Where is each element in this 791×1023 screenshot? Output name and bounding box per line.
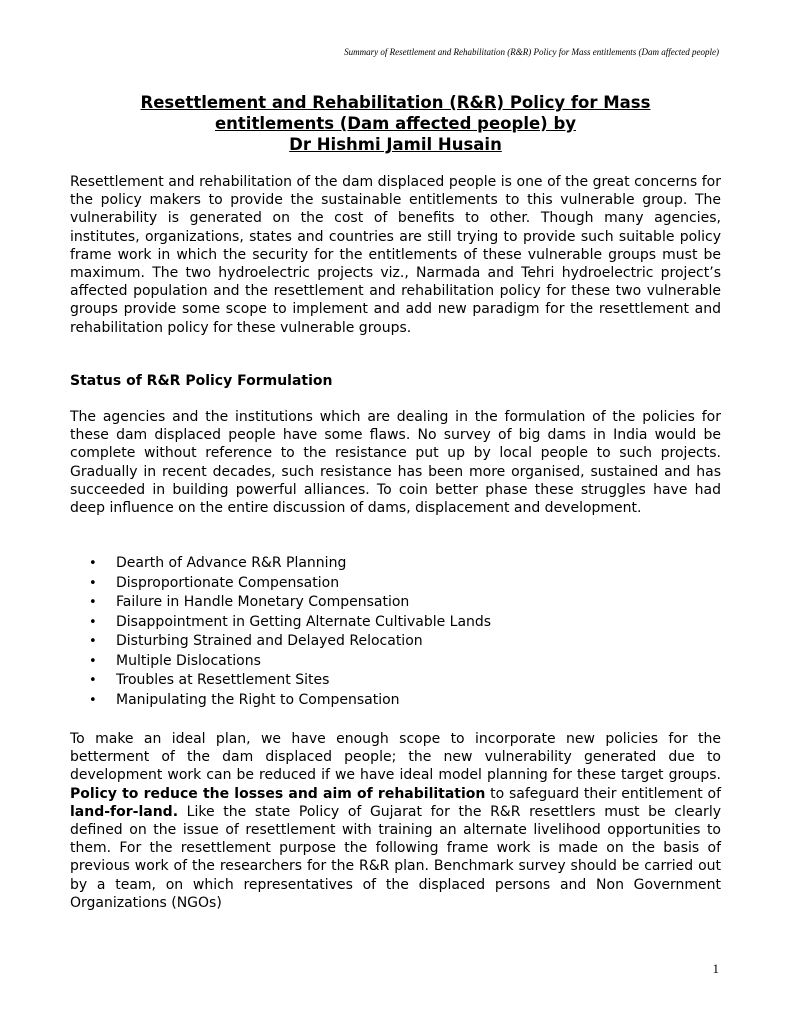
section-heading: Status of R&R Policy Formulation: [70, 373, 333, 389]
closing-text: To make an ideal plan, we have enough scope to incorporate new policies for the betterment of the dam displaced people; the new vulnerability generated due to development work can be reduced if we have ideal model planning for these target groups.: [70, 731, 721, 784]
list-item-text: Disproportionate Compensation: [116, 574, 340, 591]
bullet-icon: •: [89, 614, 97, 630]
list-item-text: Disappointment in Getting Alternate Cultivable Lands: [116, 613, 492, 630]
bullet-icon: •: [89, 692, 97, 708]
list-item: [89, 632, 491, 652]
list-item-text: Failure in Handle Monetary Compensation: [116, 594, 410, 611]
intro-paragraph: Resettlement and rehabilitation of the dam displaced people is one of the great concerns for the policy makers to provide the sustainable entitlements to this vulnerable group. The vulnerability is generated on the cost of benefits to other. Though many agencies, institutes, organizations, states and countries are still trying to provide such suitable policy frame work in which the security for the entitlements of these vulnerable groups must be maximum. The two hydroelectric projects viz., Narmada and Tehri hydroelectric project’s affected population and the resettlement and rehabilitation policy for these two vulnerable groups provide some scope to implement and add new paradigm for the resettlement and rehabilitation policy for these vulnerable groups.: [70, 174, 721, 336]
closing-text: Like the state Policy of Gujarat for the R&R resettlers must be clearly defined on the issue of resettlement with training an alternate livelihood opportunities to them. For the resettlement purpose the following frame work is made on the basis of previous work of the researchers for the R&R plan. Benchmark survey should be carried out by a team, on which representatives of the displaced persons and Non Government Organizations (NGOs): [70, 803, 721, 911]
closing-text: to safeguard their entitlement of: [485, 785, 721, 802]
list-item-text: Troubles at Resettlement Sites: [116, 672, 330, 689]
issues-bullet-list: [89, 554, 491, 710]
list-item-text: Multiple Dislocations: [116, 652, 261, 669]
list-item: [89, 691, 491, 711]
bullet-icon: •: [89, 556, 97, 571]
closing-paragraph: [70, 730, 721, 912]
list-item: [89, 671, 491, 691]
bullet-icon: •: [89, 673, 97, 689]
list-item-text: Disturbing Strained and Delayed Relocation: [116, 633, 423, 650]
title-author-line: Dr Hishmi Jamil Husain: [289, 135, 502, 154]
bullet-icon: •: [89, 634, 97, 650]
policy-emphasis: Policy to reduce the losses and aim of rehabilitation: [70, 785, 486, 802]
title-line: Resettlement and Rehabilitation (R&R) Policy for Mass: [140, 93, 651, 112]
title-line: entitlements (Dam affected people) by: [214, 114, 577, 133]
bullet-icon: •: [89, 595, 97, 611]
list-item: [89, 652, 491, 672]
running-header: Summary of Resettlement and Rehabilitation (R&R) Policy for Mass entitlements (Dam affected people): [344, 47, 719, 57]
bullet-icon: •: [89, 575, 97, 591]
list-item-text: Manipulating the Right to Compensation: [116, 691, 400, 708]
page-number: 1: [712, 961, 719, 976]
bullet-icon: •: [89, 653, 97, 669]
list-item: [89, 593, 491, 613]
land-for-land-emphasis: land-for-land.: [70, 803, 179, 820]
list-item: [89, 554, 491, 574]
section-paragraph: The agencies and the institutions which are dealing in the formulation of the policies for these dam displaced people have some flaws. No survey of big dams in India would be complete without reference to the resistance put up by local people to such projects. Gradually in recent decades, such resistance has been more organised, sustained and has succeeded in building powerful alliances. To coin better phase these struggles have had deep influence on the entire discussion of dams, displacement and development.: [70, 409, 721, 517]
list-item-text: Dearth of Advance R&R Planning: [116, 555, 347, 571]
document-title: [70, 92, 721, 155]
list-item: [89, 613, 491, 633]
list-item: [89, 574, 491, 594]
